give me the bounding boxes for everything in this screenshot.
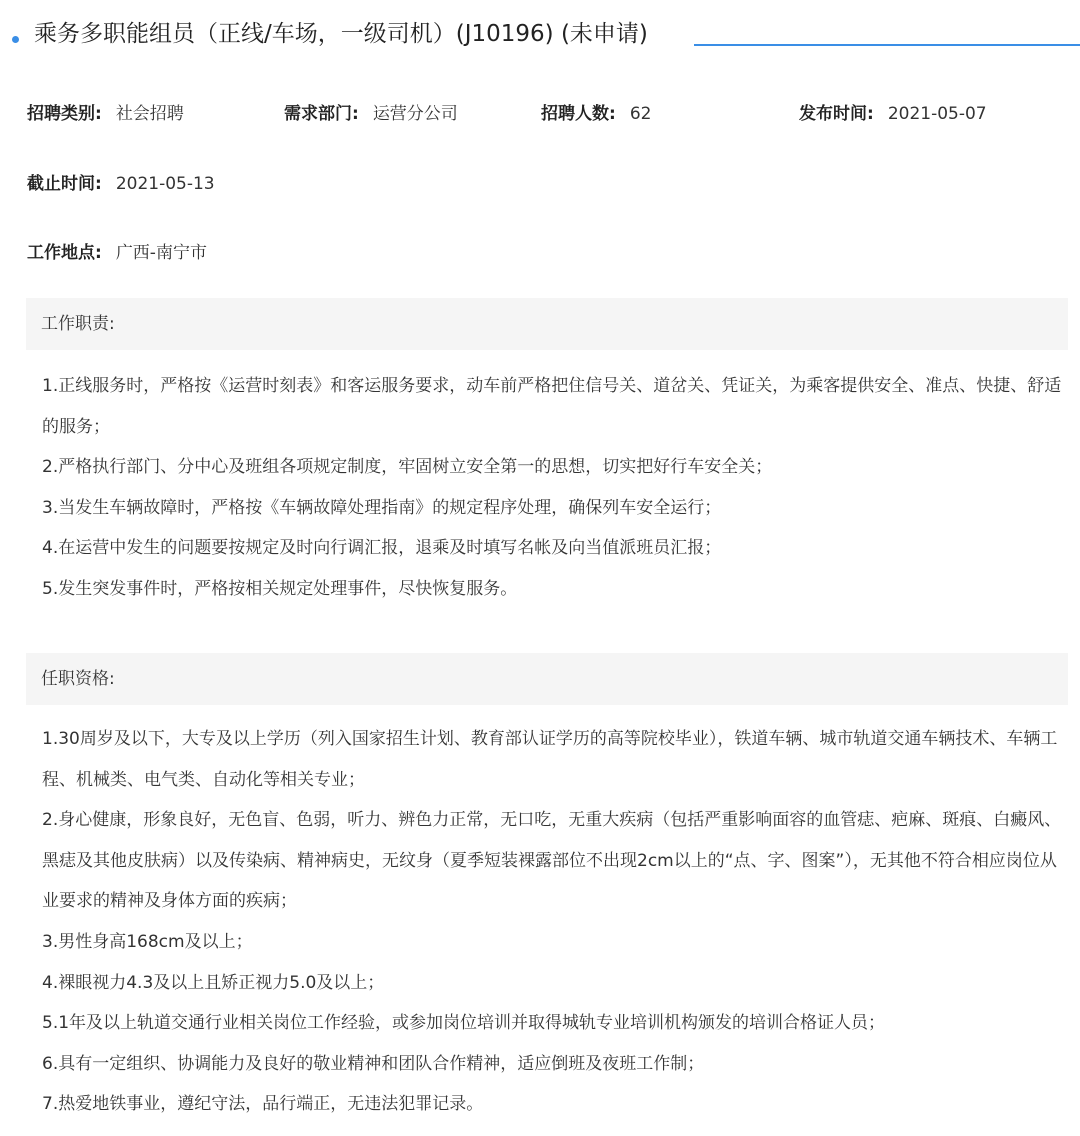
qualification-item: 7.热爱地铁事业，遵纪守法，品行端正，无违法犯罪记录。 xyxy=(42,1094,484,1115)
field-category-value: 社会招聘 xyxy=(115,104,184,124)
field-deadline-label: 截止时间: xyxy=(27,174,102,194)
field-location-label: 工作地点: xyxy=(27,243,102,263)
qualifications-list xyxy=(42,719,1072,1125)
duty-item: 2.严格执行部门、分中心及班组各项规定制度，牢固树立安全第一的思想，切实把好行车安全关； xyxy=(42,457,773,478)
qualifications-section-header xyxy=(26,653,1068,705)
field-publish-date-label: 发布时间: xyxy=(799,104,874,124)
field-location xyxy=(27,240,207,266)
qualifications-heading: 任职资格: xyxy=(41,669,115,689)
field-department-value: 运营分公司 xyxy=(372,104,458,124)
job-title: 乘务多职能组员（正线/车场，一级司机）(J10196) (未申请) xyxy=(34,21,648,47)
field-department xyxy=(284,101,458,127)
qualification-item: 2.身心健康，形象良好，无色盲、色弱，听力、辨色力正常，无口吃，无重大疾病（包括严重影响面容的血管痣、疤麻、斑痕、白癜风、黑痣及其他皮肤病）以及传染病、精神病史，无纹身（夏季短装裸露部位不出现2cm以上的“点、字、图案”），无其他不符合相应岗位从业要求的精神及身体方面的疾病； xyxy=(42,810,1062,912)
duties-section-header xyxy=(26,298,1068,350)
qualification-item: 4.裸眼视力4.3及以上且矫正视力5.0及以上； xyxy=(42,972,385,993)
duty-item: 5.发生突发事件时，严格按相关规定处理事件，尽快恢复服务。 xyxy=(42,578,518,599)
field-department-label: 需求部门: xyxy=(284,104,359,124)
title-divider xyxy=(694,44,1080,46)
qualification-item: 6.具有一定组织、协调能力及良好的敬业精神和团队合作精神，适应倒班及夜班工作制； xyxy=(42,1053,705,1074)
duties-heading: 工作职责: xyxy=(41,314,115,334)
field-location-value: 广西-南宁市 xyxy=(115,243,207,263)
duty-item: 3.当发生车辆故障时，严格按《车辆故障处理指南》的规定程序处理，确保列车安全运行； xyxy=(42,497,722,518)
field-headcount-label: 招聘人数: xyxy=(541,104,616,124)
qualification-item: 5.1年及以上轨道交通行业相关岗位工作经验，或参加岗位培训并取得城轨专业培训机构颁发的培训合格证人员； xyxy=(42,1013,886,1034)
qualification-item: 1.30周岁及以下，大专及以上学历（列入国家招生计划、教育部认证学历的高等院校毕业），铁道车辆、城市轨道交通车辆技术、车辆工程、机械类、电气类、自动化等相关专业； xyxy=(42,729,1058,790)
qualification-item: 3.男性身高168cm及以上； xyxy=(42,931,253,952)
field-category xyxy=(27,101,184,127)
duties-list xyxy=(42,366,1072,610)
field-headcount xyxy=(541,101,651,127)
job-title-row xyxy=(0,0,1080,70)
field-deadline xyxy=(27,171,215,197)
duty-item: 1.正线服务时，严格按《运营时刻表》和客运服务要求，动车前严格把住信号关、道岔关、凭证关，为乘客提供安全、准点、快捷、舒适的服务； xyxy=(42,376,1062,437)
field-headcount-value: 62 xyxy=(629,104,652,124)
field-publish-date-value: 2021-05-07 xyxy=(887,104,987,124)
field-category-label: 招聘类别: xyxy=(27,104,102,124)
bullet-dot-icon xyxy=(12,36,19,43)
duty-item: 4.在运营中发生的问题要按规定及时向行调汇报，退乘及时填写名帐及向当值派班员汇报； xyxy=(42,538,722,559)
field-publish-date xyxy=(799,101,987,127)
field-deadline-value: 2021-05-13 xyxy=(115,174,215,194)
